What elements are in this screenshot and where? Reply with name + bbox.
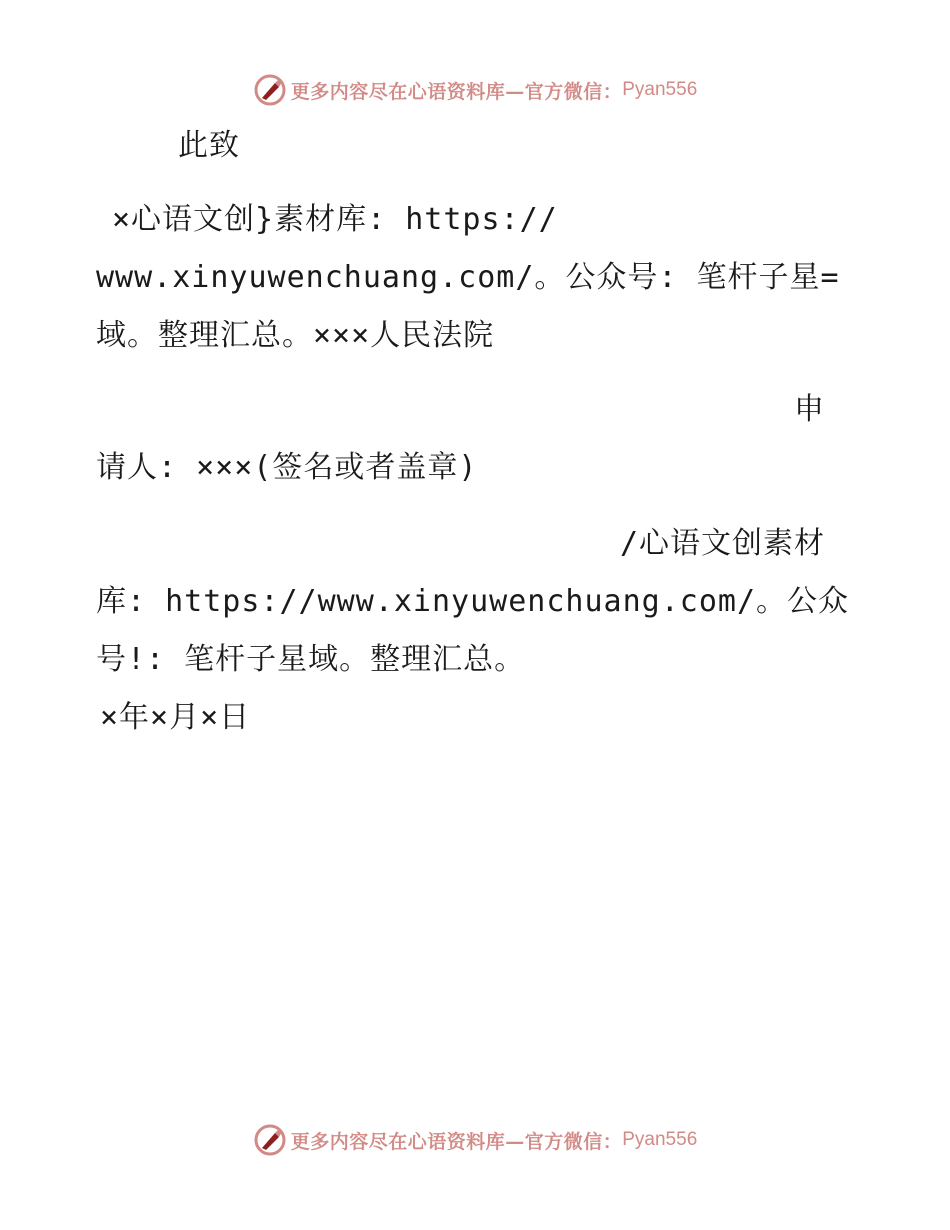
footer-banner-text: 更多内容尽在心语资料库—官方微信：	[290, 1130, 623, 1153]
body-line: 号!: 笔杆子星域。整理汇总。	[96, 642, 526, 677]
header-banner-text: 更多内容尽在心语资料库—官方微信：	[290, 80, 623, 103]
pen-logo-icon	[253, 1123, 287, 1157]
date-line: ×年×月×日	[100, 700, 251, 735]
header-banner-wechat: Pyan556	[622, 79, 698, 100]
body-line: 库: https://www.xinyuwenchuang.com/。公众	[96, 584, 850, 619]
footer-banner-wechat: Pyan556	[622, 1129, 698, 1150]
applicant-signature-line: 请人: ×××(签名或者盖章)	[96, 450, 478, 485]
header-banner	[0, 70, 950, 110]
body-line: www.xinyuwenchuang.com/。公众号: 笔杆子星=	[96, 260, 840, 295]
pen-logo-icon	[253, 73, 287, 107]
body-line: 申	[794, 392, 825, 427]
closing-text: 此致	[178, 128, 240, 163]
body-line: ×心语文创}素材库: https://	[112, 202, 558, 237]
body-line: /心语文创素材	[620, 526, 826, 561]
footer-banner	[0, 1120, 950, 1160]
body-line: 域。整理汇总。×××人民法院	[96, 318, 495, 353]
